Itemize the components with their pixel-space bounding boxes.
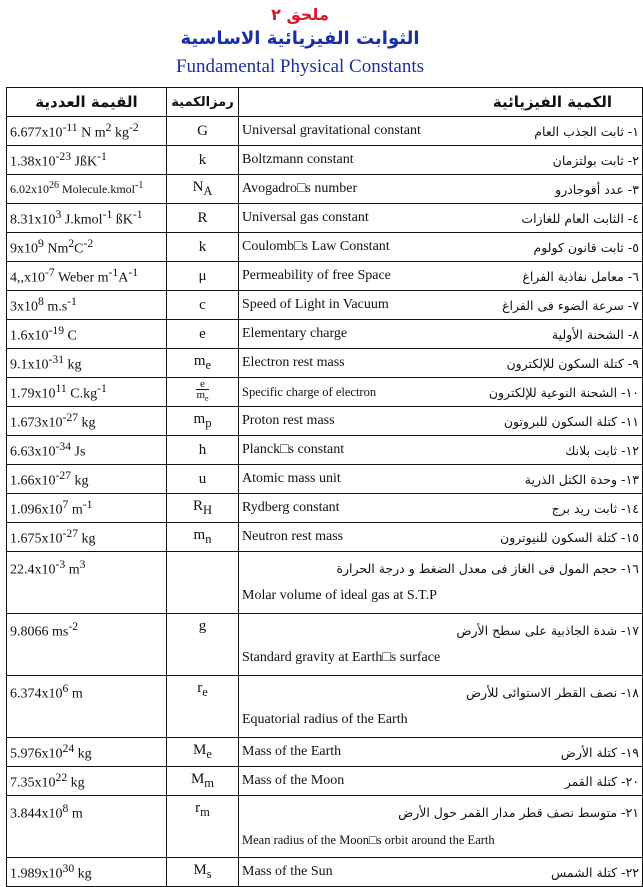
page-title-english: Fundamental Physical Constants bbox=[175, 56, 425, 77]
constant-value: $1.6x10^{-19}$ C bbox=[7, 320, 167, 349]
physical-quantity bbox=[239, 796, 643, 858]
physical-quantity bbox=[239, 676, 643, 738]
table-row bbox=[7, 117, 643, 146]
quantity-name-arabic: ١٩- كتلة الأرض bbox=[560, 744, 639, 760]
physical-quantity bbox=[239, 738, 643, 767]
table-row bbox=[7, 291, 643, 320]
quantity-name-english: Mass of the Sun bbox=[242, 864, 333, 879]
table-row bbox=[7, 465, 643, 494]
physical-quantity bbox=[239, 378, 643, 407]
constant-symbol: $r_m$ bbox=[167, 796, 239, 858]
constant-value: $6.02x10^{26}$ Molecule.kmol$^{-1}$ bbox=[7, 175, 167, 204]
quantity-name-arabic: ٧- سرعة الضوء فى الفراغ bbox=[502, 297, 639, 313]
constant-symbol: h bbox=[167, 436, 239, 465]
table-row bbox=[7, 494, 643, 523]
table-header-row bbox=[7, 88, 643, 117]
table-row bbox=[7, 262, 643, 291]
quantity-name-arabic: ٢١- متوسط نصف قطر مدار القمر حول الأرض bbox=[398, 805, 639, 821]
constant-symbol: R bbox=[167, 204, 239, 233]
physical-quantity bbox=[239, 262, 643, 291]
constant-symbol: $m_n$ bbox=[167, 523, 239, 552]
quantity-name-arabic: ١- ثابت الجذب العام bbox=[534, 123, 639, 139]
quantity-name-english: Rydberg constant bbox=[242, 500, 340, 515]
constant-value: $1.675x10^{-27}$ kg bbox=[7, 523, 167, 552]
constant-value: $1.989x10^{30}$ kg bbox=[7, 858, 167, 887]
constant-value: $9.1x10^{-31}$ kg bbox=[7, 349, 167, 378]
physical-quantity bbox=[239, 407, 643, 436]
constant-value: $7.35x10^{22}$ kg bbox=[7, 767, 167, 796]
constant-value: $6.677x10^{-11}$ N $m^2$ $kg^{-2}$ bbox=[7, 117, 167, 146]
constant-value: $1.38x10^{-23}$ JßK$^{-1}$ bbox=[7, 146, 167, 175]
quantity-name-english: Speed of Light in Vacuum bbox=[242, 297, 389, 312]
quantity-name-english: Avogadro□s number bbox=[242, 181, 358, 196]
table-row bbox=[7, 738, 643, 767]
quantity-name-arabic: ٤- الثابت العام للغازات bbox=[521, 210, 639, 226]
constant-value: $4,,x10^{-7}$ Weber $m^{-1}A^{-1}$ bbox=[7, 262, 167, 291]
table-row bbox=[7, 407, 643, 436]
physical-quantity bbox=[239, 614, 643, 676]
constant-value: 9.8066 $ms^{-2}$ bbox=[7, 614, 167, 676]
physical-quantity bbox=[239, 436, 643, 465]
constant-symbol: e $m_e$ bbox=[167, 378, 239, 407]
constant-symbol: k bbox=[167, 146, 239, 175]
table-row bbox=[7, 614, 643, 676]
constant-symbol: c bbox=[167, 291, 239, 320]
quantity-name-arabic: ١٦- حجم المول فى الغاز فى معدل الضغط و درجة الحرارة bbox=[336, 561, 639, 576]
table-row bbox=[7, 175, 643, 204]
constant-symbol bbox=[167, 552, 239, 614]
constant-symbol: $M_m$ bbox=[167, 767, 239, 796]
quantity-name-english: Universal gas constant bbox=[242, 210, 369, 225]
physical-quantity bbox=[239, 291, 643, 320]
physical-quantity bbox=[239, 233, 643, 262]
physical-quantity bbox=[239, 523, 643, 552]
constant-value: $6.63x10^{-34}$ Js bbox=[7, 436, 167, 465]
constant-symbol: $m_e$ bbox=[167, 349, 239, 378]
physical-quantity bbox=[239, 494, 643, 523]
table-row bbox=[7, 146, 643, 175]
quantity-name-english: Standard gravity at Earth□s surface bbox=[242, 650, 441, 665]
constant-symbol: $m_p$ bbox=[167, 407, 239, 436]
quantity-name-english: Molar volume of ideal gas at S.T.P bbox=[242, 588, 437, 603]
table-row bbox=[7, 858, 643, 887]
quantity-name-english: Mass of the Moon bbox=[242, 773, 345, 788]
quantity-name-english: Mass of the Earth bbox=[242, 744, 342, 759]
quantity-name-arabic: ٦- معامل نفاذية الفراغ bbox=[522, 268, 639, 284]
constant-symbol: $r_e$ bbox=[167, 676, 239, 738]
constant-value: $8.31x10^3$ J.kmol$^{-1}$ $ßK^{-1}$ bbox=[7, 204, 167, 233]
quantity-name-english: Elementary charge bbox=[242, 326, 348, 341]
quantity-name-english: Atomic mass unit bbox=[242, 471, 341, 486]
quantity-name-english: Neutron rest mass bbox=[242, 529, 344, 544]
quantity-name-arabic: ١٢- ثابت بلانك bbox=[565, 442, 639, 458]
constants-table bbox=[6, 87, 643, 887]
constant-value: $1.096x10^7$ $m^{-1}$ bbox=[7, 494, 167, 523]
quantity-name-english: Boltzmann constant bbox=[242, 152, 354, 167]
table-row bbox=[7, 523, 643, 552]
quantity-name-arabic: ٢٠- كتلة القمر bbox=[564, 773, 639, 789]
constant-symbol: u bbox=[167, 465, 239, 494]
constant-symbol: G bbox=[167, 117, 239, 146]
constant-value: $5.976x10^{24}$ kg bbox=[7, 738, 167, 767]
physical-quantity bbox=[239, 552, 643, 614]
constant-symbol: e bbox=[167, 320, 239, 349]
appendix-label: ملحق ٢ bbox=[271, 5, 329, 24]
quantity-name-arabic: ١٨- نصف القطر الاستوائى للأرض bbox=[466, 685, 639, 700]
quantity-name-arabic: ١٧- شدة الجاذبية على سطح الأرض bbox=[456, 623, 639, 638]
table-row bbox=[7, 767, 643, 796]
quantity-name-english: Proton rest mass bbox=[242, 413, 335, 428]
quantity-name-arabic: ٨- الشحنة الأولية bbox=[551, 326, 639, 342]
constant-symbol: $R_H$ bbox=[167, 494, 239, 523]
quantity-name-arabic: ١٥- كتلة السكون للنيوترون bbox=[500, 529, 639, 545]
constant-value: $1.79x10^{11}$ $C.kg^{-1}$ bbox=[7, 378, 167, 407]
physical-quantity bbox=[239, 349, 643, 378]
constant-value: $9x10^9$ $Nm^2C^{-2}$ bbox=[7, 233, 167, 262]
header-value: القيمة العددية bbox=[7, 88, 167, 117]
header-quantity: الكمية الفيزيائية bbox=[239, 88, 643, 117]
table-row bbox=[7, 233, 643, 262]
table-row bbox=[7, 436, 643, 465]
table-row bbox=[7, 552, 643, 614]
quantity-name-english: Equatorial radius of the Earth bbox=[242, 712, 408, 727]
physical-quantity bbox=[239, 117, 643, 146]
constant-value: $22.4x10^{-3}$ $m^3$ bbox=[7, 552, 167, 614]
quantity-name-arabic: ١٠- الشحنة النوعية للإلكترون bbox=[488, 384, 639, 400]
constant-symbol: $M_s$ bbox=[167, 858, 239, 887]
quantity-name-arabic: ٥- ثابت قانون كولوم bbox=[533, 239, 639, 255]
constant-value: $1.673x10^{-27}$ kg bbox=[7, 407, 167, 436]
table-row bbox=[7, 796, 643, 858]
table-row bbox=[7, 378, 643, 407]
table-row bbox=[7, 676, 643, 738]
constant-value: $1.66x10^{-27}$ kg bbox=[7, 465, 167, 494]
constant-symbol: k bbox=[167, 233, 239, 262]
constant-value: $3.844x10^8$ m bbox=[7, 796, 167, 858]
constant-symbol: g bbox=[167, 614, 239, 676]
quantity-name-english: Planck□s constant bbox=[242, 442, 345, 457]
quantity-name-english: Permeability of free Space bbox=[242, 268, 391, 283]
quantity-name-english: Coulomb□s Law Constant bbox=[242, 239, 390, 254]
constant-symbol: $N_A$ bbox=[167, 175, 239, 204]
physical-quantity bbox=[239, 320, 643, 349]
quantity-name-arabic: ٢٢- كتلة الشمس bbox=[550, 864, 639, 880]
physical-quantity bbox=[239, 175, 643, 204]
constant-value: $3x10^8$ $m.s^{-1}$ bbox=[7, 291, 167, 320]
header-symbol: رمزالكمية bbox=[167, 88, 239, 117]
quantity-name-english: Universal gravitational constant bbox=[242, 123, 421, 138]
quantity-name-english: Specific charge of electron bbox=[242, 384, 377, 399]
table-row bbox=[7, 204, 643, 233]
table-row bbox=[7, 349, 643, 378]
quantity-name-english: Mean radius of the Moon□s orbit around the Earth bbox=[242, 832, 495, 847]
quantity-name-arabic: ٢- ثابت بولتزمان bbox=[552, 152, 639, 168]
quantity-name-arabic: ١١- كتلة السكون للبروتون bbox=[503, 413, 639, 429]
physical-quantity bbox=[239, 767, 643, 796]
quantity-name-english: Electron rest mass bbox=[242, 355, 345, 370]
page-title-arabic: الثوابت الفيزيائية الاساسية bbox=[180, 28, 420, 49]
table-row bbox=[7, 320, 643, 349]
quantity-name-arabic: ١٣- وحدة الكتل الذرية bbox=[524, 471, 639, 487]
constant-symbol: $M_e$ bbox=[167, 738, 239, 767]
quantity-name-arabic: ١٤- ثابت ريد برج bbox=[551, 500, 639, 516]
constant-value: $6.374x10^6$ m bbox=[7, 676, 167, 738]
physical-quantity bbox=[239, 858, 643, 887]
physical-quantity bbox=[239, 146, 643, 175]
physical-quantity bbox=[239, 465, 643, 494]
quantity-name-arabic: ٣- عدد أفوجادرو bbox=[555, 181, 639, 197]
quantity-name-arabic: ٩- كتلة السكون للإلكترون bbox=[506, 355, 639, 371]
physical-quantity bbox=[239, 204, 643, 233]
constant-symbol: μ bbox=[167, 262, 239, 291]
